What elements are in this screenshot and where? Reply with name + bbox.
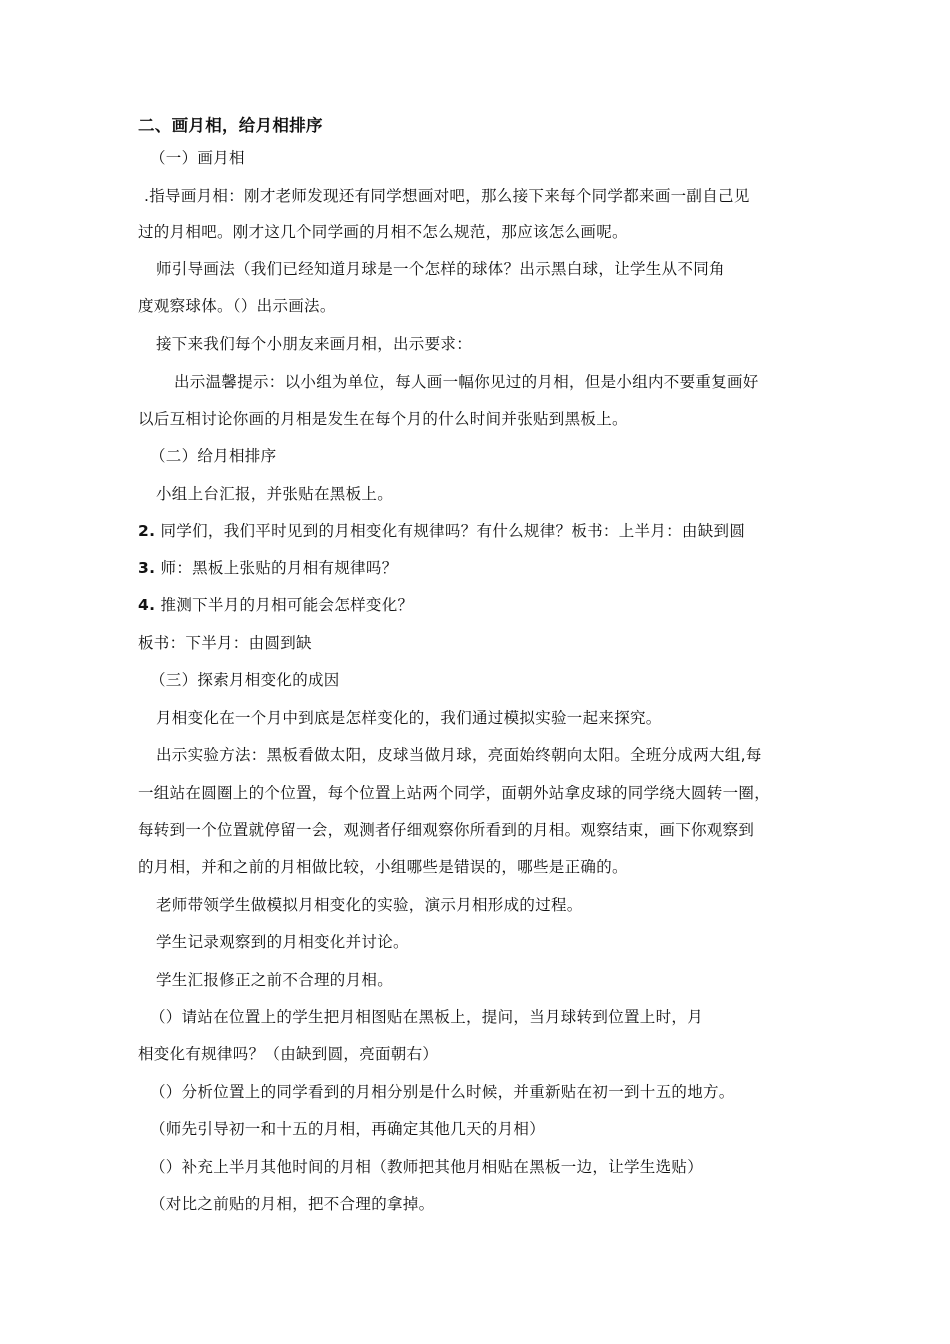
paragraph-line: 小组上台汇报，并张贴在黑板上。 [156, 485, 394, 503]
item-text: 师：黑板上张贴的月相有规律吗？ [160, 559, 398, 577]
paragraph-line: 相变化有规律吗？（由缺到圆，亮面朝右） [138, 1045, 439, 1063]
numbered-item [138, 595, 413, 615]
paragraph-line: （）请站在位置上的学生把月相图贴在黑板上，提问，当月球转到位置上时，月 [150, 1008, 704, 1026]
subheading-explore-causes: （三）探索月相变化的成因 [150, 671, 340, 689]
item-number: 4. [138, 596, 156, 614]
item-text: 推测下半月的月相可能会怎样变化？ [160, 596, 414, 614]
paragraph-line: 度观察球体。（）出示画法。 [138, 297, 336, 315]
subheading-draw-moon-phase: （一）画月相 [150, 149, 245, 167]
paragraph-line: （）分析位置上的同学看到的月相分别是什么时候，并重新贴在初一到十五的地方。 [150, 1083, 735, 1101]
paragraph-line: 出示实验方法：黑板看做太阳，皮球当做月球，亮面始终朝向太阳。全班分成两大组,每 [156, 746, 762, 764]
paragraph-line: 以后互相讨论你画的月相是发生在每个月的什么时间并张贴到黑板上。 [138, 410, 628, 428]
paragraph-line: .指导画月相：刚才老师发现还有同学想画对吧，那么接下来每个同学都来画一副自己见 [144, 187, 750, 205]
section-heading: 二、画月相，给月相排序 [138, 116, 323, 135]
paragraph-line: 出示温馨提示：以小组为单位，每人画一幅你见过的月相，但是小组内不要重复画好 [174, 373, 759, 391]
paragraph-line: 板书：下半月：由圆到缺 [138, 634, 312, 652]
numbered-item [138, 521, 745, 541]
paragraph-line: 接下来我们每个小朋友来画月相，出示要求： [156, 335, 473, 353]
subheading-sort-moon-phase: （二）给月相排序 [150, 447, 277, 465]
paragraph-line: 过的月相吧。刚才这几个同学画的月相不怎么规范，那应该怎么画呢。 [138, 223, 628, 241]
paragraph-line: （对比之前贴的月相，把不合理的拿掉。 [150, 1195, 435, 1213]
numbered-item [138, 558, 398, 578]
paragraph-line: 一组站在圆圈上的个位置，每个位置上站两个同学，面朝外站拿皮球的同学绕大圆转一圈， [138, 784, 771, 802]
paragraph-line: 每转到一个位置就停留一会，观测者仔细观察你所看到的月相。观察结束，画下你观察到 [138, 821, 755, 839]
paragraph-line: 学生记录观察到的月相变化并讨论。 [156, 933, 409, 951]
paragraph-line: （）补充上半月其他时间的月相（教师把其他月相贴在黑板一边，让学生选贴） [150, 1158, 704, 1176]
item-number: 3. [138, 559, 156, 577]
item-text: 同学们，我们平时见到的月相变化有规律吗？有什么规律？板书：上半月：由缺到圆 [160, 522, 746, 540]
paragraph-line: （师先引导初一和十五的月相，再确定其他几天的月相） [150, 1120, 546, 1138]
paragraph-line: 学生汇报修正之前不合理的月相。 [156, 971, 394, 989]
paragraph-line: 的月相，并和之前的月相做比较，小组哪些是错误的，哪些是正确的。 [138, 858, 628, 876]
paragraph-line: 师引导画法（我们已经知道月球是一个怎样的球体？出示黑白球，让学生从不同角 [156, 260, 725, 278]
item-number: 2. [138, 522, 156, 540]
paragraph-line: 老师带领学生做模拟月相变化的实验，演示月相形成的过程。 [156, 896, 583, 914]
paragraph-line: 月相变化在一个月中到底是怎样变化的，我们通过模拟实验一起来探究。 [156, 709, 662, 727]
